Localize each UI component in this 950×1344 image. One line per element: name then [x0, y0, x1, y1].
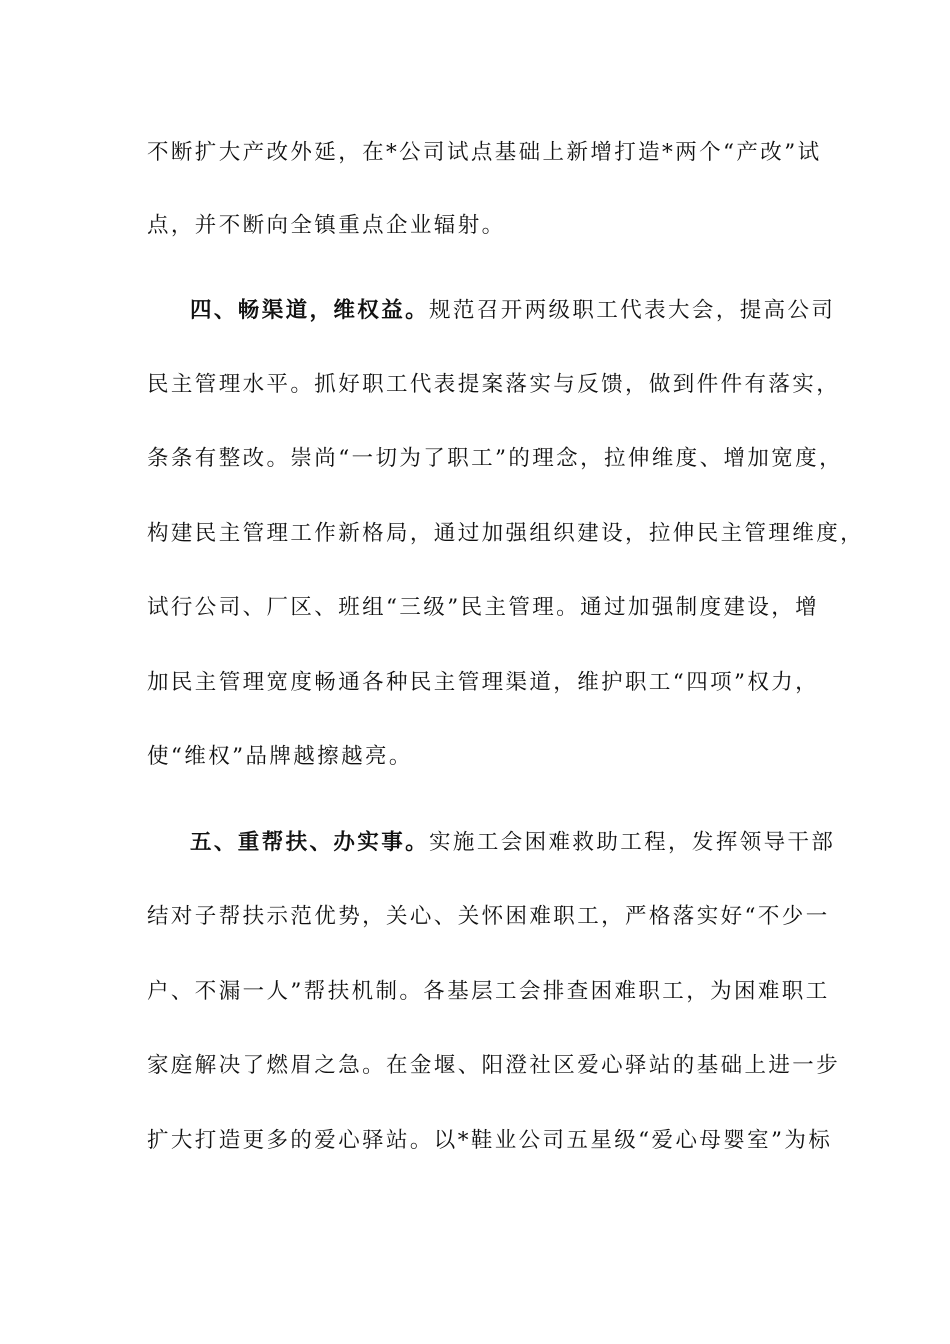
section-five-first-line	[190, 828, 836, 858]
paragraph-line: 扩大打造更多的爱心驿站。以*鞋业公司五星级“爱心母婴室”为标	[147, 1128, 833, 1153]
section-four-first-line-text: 规范召开两级职工代表大会，提高公司	[429, 298, 836, 323]
paragraph-line: 加民主管理宽度畅通各种民主管理渠道，维护职工“四项”权力，	[147, 670, 820, 695]
paragraph-line: 试行公司、厂区、班组“三级”民主管理。通过加强制度建设，增	[147, 595, 820, 620]
paragraph-line: 结对子帮扶示范优势，关心、关怀困难职工，严格落实好“不少一	[147, 904, 830, 929]
section-five-heading: 五、重帮扶、办实事。	[190, 830, 430, 855]
paragraph-line: 条条有整改。崇尚“一切为了职工”的理念，拉伸维度、增加宽度，	[147, 446, 843, 471]
section-five-first-line-text: 实施工会困难救助工程，发挥领导干部	[429, 830, 836, 855]
paragraph-line: 民主管理水平。抓好职工代表提案落实与反馈，做到件件有落实，	[147, 372, 841, 397]
section-four-heading: 四、畅渠道，维权益。	[190, 298, 430, 323]
paragraph-line: 不断扩大产改外延，在*公司试点基础上新增打造*两个“产改”试	[147, 140, 822, 165]
section-four-first-line	[190, 296, 836, 326]
paragraph-line: 户、不漏一人”帮扶机制。各基层工会排查困难职工，为困难职工	[147, 979, 830, 1004]
paragraph-line: 家庭解决了燃眉之急。在金堰、阳澄社区爱心驿站的基础上进一步	[147, 1053, 841, 1078]
paragraph-line: 使“维权”品牌越擦越亮。	[147, 744, 413, 769]
paragraph-line: 构建民主管理工作新格局，通过加强组织建设，拉伸民主管理维度，	[147, 521, 865, 546]
paragraph-line: 点，并不断向全镇重点企业辐射。	[147, 213, 506, 238]
